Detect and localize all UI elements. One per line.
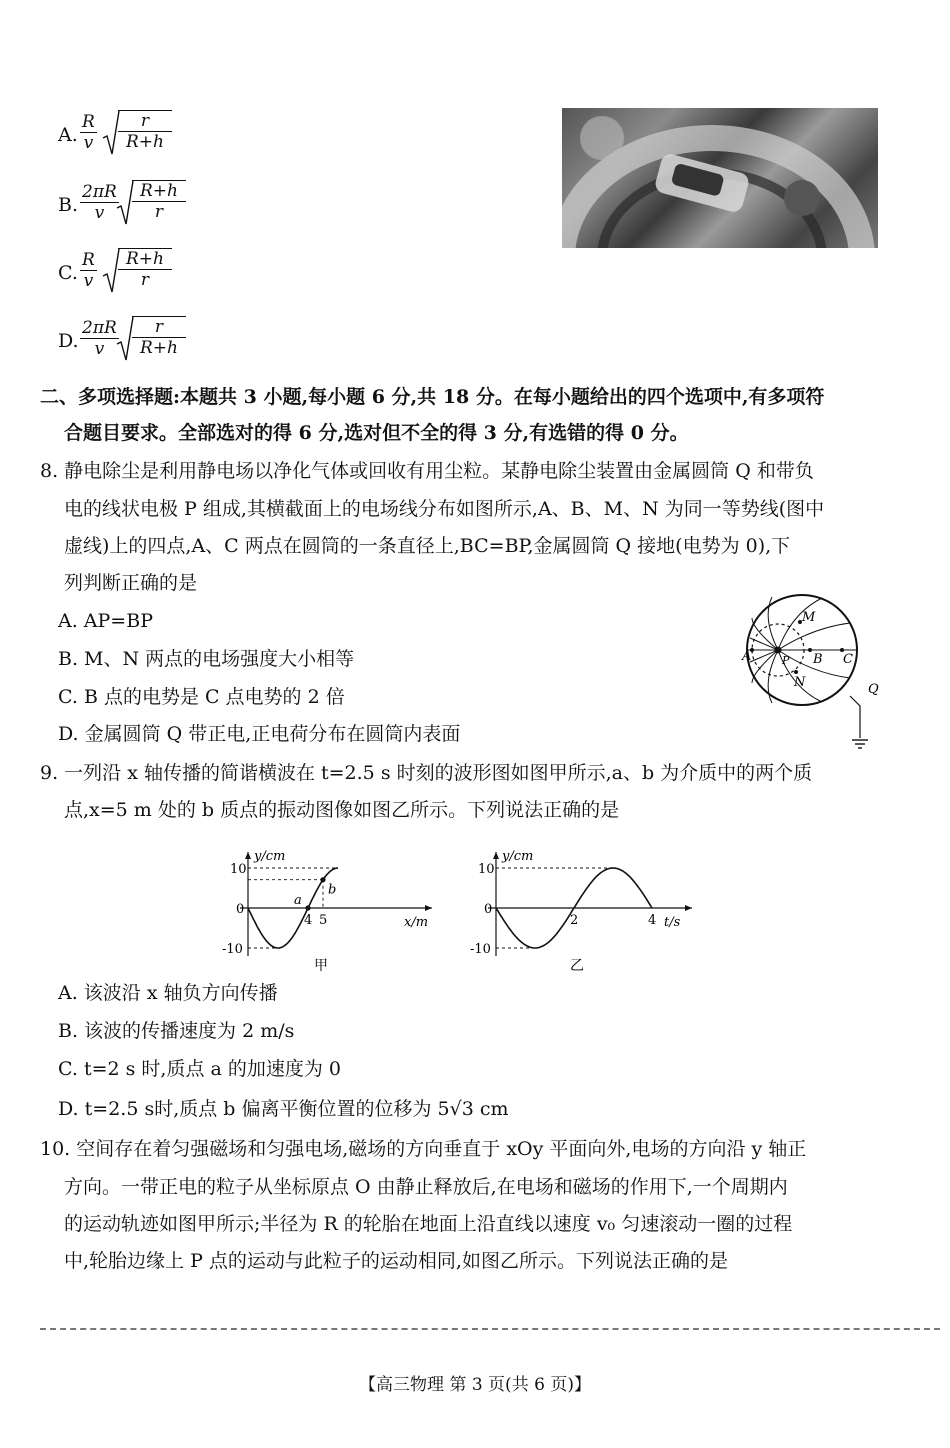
q8-electrostatic-figure [722, 588, 892, 758]
q10-stem-line1: 10. 空间存在着匀强磁场和匀强电场,磁场的方向垂直于 xOy 平面向外,电场的方向沿 y 轴正 [40, 1138, 807, 1160]
q7-radicand-numerator: r [118, 111, 172, 132]
label-n: N [794, 675, 806, 690]
q7-coef-numerator: R [82, 112, 95, 132]
q7-radicand-denominator: R+h [140, 338, 178, 358]
chart-yi [460, 836, 700, 976]
q7-coef-denominator: v [83, 271, 94, 291]
photo-loop-track-drawing [562, 108, 878, 248]
point-n [794, 670, 798, 674]
q7-sqrt [116, 316, 196, 362]
y-axis-arrow [245, 852, 251, 859]
ground-wire [850, 696, 860, 738]
q7-coef-numerator: 2πR [82, 318, 117, 338]
chart-jia [210, 836, 460, 976]
x-axis-label: x/m [404, 915, 429, 930]
q8-option-a: A. AP=BP [58, 610, 153, 632]
q7-coef-fraction [80, 250, 97, 291]
page-divider [40, 1328, 940, 1330]
q7-sqrt [102, 248, 182, 294]
q7-coef-fraction [80, 182, 119, 223]
label-a: a [294, 893, 302, 908]
q7-radicand-denominator: r [140, 270, 150, 290]
label-p: P [782, 654, 790, 667]
q7-option-letter: C. [58, 262, 78, 284]
q7-radicand [118, 248, 172, 290]
q7-option-letter: D. [58, 330, 79, 352]
q7-sqrt [116, 180, 196, 226]
q7-option-letter: A. [58, 124, 78, 146]
label-c: C [843, 652, 853, 667]
electrode-p [775, 647, 782, 654]
x-axis-arrow [685, 905, 692, 911]
q8-option-b: B. M、N 两点的电场强度大小相等 [58, 648, 355, 670]
y-tick-label: 10 [230, 862, 247, 877]
label-b: B [813, 652, 823, 667]
q10-stem-line4: 中,轮胎边缘上 P 点的运动与此粒子的运动相同,如图乙所示。下列说法正确的是 [64, 1250, 728, 1272]
q9-stem-line1: 9. 一列沿 x 轴传播的简谐横波在 t=2.5 s 时刻的波形图如图甲所示,a、b 为介质中的两个质 [40, 762, 813, 784]
y-tick-label: -10 [470, 942, 491, 957]
q7-coef-denominator: v [83, 133, 94, 153]
q7-radicand [132, 316, 186, 358]
page-footer: 【高三物理 第 3 页(共 6 页)】 [359, 1375, 591, 1395]
q7-radicand-numerator: R+h [132, 181, 186, 202]
q7-coef-fraction [80, 112, 97, 153]
x-tick-label: 2 [570, 913, 579, 928]
photo-loop-track [562, 108, 878, 248]
label-q: Q [868, 682, 879, 697]
q7-coef-denominator: v [94, 203, 105, 223]
point-b [320, 877, 325, 882]
ground-symbol [852, 740, 868, 748]
y-tick-label: -10 [222, 942, 243, 957]
section2-heading-line1: 二、多项选择题:本题共 3 小题,每小题 6 分,共 18 分。在每小题给出的四个选项中,有多项符 [40, 386, 825, 408]
q8-option-c: C. B 点的电势是 C 点电势的 2 倍 [58, 686, 345, 708]
section2-heading-line2: 合题目要求。全部选对的得 6 分,选对但不全的得 3 分,有选错的得 0 分。 [64, 422, 689, 444]
y-axis-label: y/cm [254, 849, 286, 864]
q7-radicand-denominator: R+h [126, 132, 164, 152]
q8-stem-line2: 电的线状电极 P 组成,其横截面上的电场线分布如图所示,A、B、M、N 为同一等势线(图中 [64, 498, 825, 520]
q7-coef-denominator: v [94, 339, 105, 359]
label-a: A [742, 649, 752, 664]
q7-coef-numerator: 2πR [82, 182, 117, 202]
point-a [305, 905, 310, 910]
x-tick-label: 4 [304, 913, 313, 928]
q8-stem-line3: 虚线)上的四点,A、C 两点在圆筒的一条直径上,BC=BP,金属圆筒 Q 接地(电势为 0),下 [64, 535, 791, 557]
point-b [808, 648, 812, 652]
q8-option-d: D. 金属圆筒 Q 带正电,正电荷分布在圆筒内表面 [58, 723, 461, 745]
x-tick-label: 5 [319, 913, 328, 928]
chart-title: 甲 [314, 958, 328, 974]
q7-radicand-numerator: R+h [118, 249, 172, 270]
q9-option-c: C. t=2 s 时,质点 a 的加速度为 0 [58, 1058, 341, 1080]
y-axis-label: y/cm [502, 849, 534, 864]
q7-coef-fraction [80, 318, 119, 359]
y-axis-arrow [493, 852, 499, 859]
q7-sqrt [102, 110, 182, 156]
q9-stem-line2: 点,x=5 m 处的 b 质点的振动图像如图乙所示。下列说法正确的是 [64, 799, 620, 821]
q9-option-d: D. t=2.5 s时,质点 b 偏离平衡位置的位移为 5√3 cm [58, 1098, 509, 1120]
q7-radicand-denominator: r [154, 202, 164, 222]
q7-radicand [132, 180, 186, 222]
chart-title: 乙 [570, 958, 584, 974]
x-axis-label: t/s [664, 915, 681, 930]
q8-stem-line4: 列判断正确的是 [64, 572, 198, 594]
q7-option-letter: B. [58, 194, 79, 216]
y-tick-label: 10 [478, 862, 495, 877]
label-m: M [802, 610, 816, 625]
q10-stem-line2: 方向。一带正电的粒子从坐标原点 O 由静止释放后,在电场和磁场的作用下,一个周期内 [64, 1176, 788, 1198]
y-tick-label: 0 [236, 902, 245, 917]
y-tick-label: 0 [484, 902, 493, 917]
q8-stem-line1: 8. 静电除尘是利用静电场以净化气体或回收有用尘粒。某静电除尘装置由金属圆筒 Q 和带负 [40, 460, 814, 482]
q9-option-b: B. 该波的传播速度为 2 m/s [58, 1020, 295, 1042]
q7-radicand [118, 110, 172, 152]
q10-stem-line3: 的运动轨迹如图甲所示;半径为 R 的轮胎在地面上沿直线以速度 v₀ 匀速滚动一圈的过程 [64, 1213, 793, 1235]
q7-coef-numerator: R [82, 250, 95, 270]
label-b: b [328, 882, 337, 898]
x-tick-label: 4 [648, 913, 657, 928]
q7-radicand-numerator: r [132, 317, 186, 338]
x-axis-arrow [425, 905, 432, 911]
q9-option-a: A. 该波沿 x 轴负方向传播 [58, 982, 278, 1004]
